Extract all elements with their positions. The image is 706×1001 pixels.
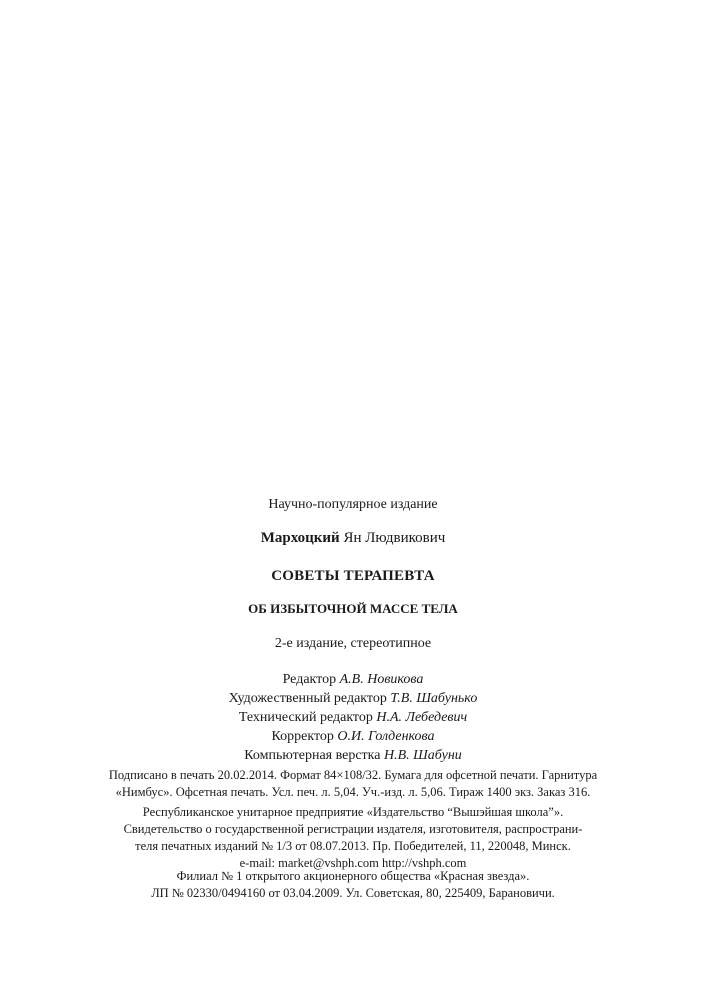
print-details-line: Подписано в печать 20.02.2014. Формат 84×108/32. Бумага для офсетной печати. Гарнитура <box>108 768 598 782</box>
publisher-line: теля печатных изданий № 1/3 от 08.07.2013. Пр. Победителей, 11, 220048, Минск. <box>135 839 571 853</box>
credit-line <box>0 727 706 746</box>
series-label: Научно-популярное издание <box>268 497 438 512</box>
credit-line <box>0 746 706 765</box>
publisher-line: Республиканское унитарное предприятие «Издательство “Вышэйшая школа”». <box>142 805 564 819</box>
credit-line <box>0 708 706 727</box>
author-surname: Мархоцкий <box>260 530 340 546</box>
credit-name: А.В. Новикова <box>339 672 424 687</box>
publisher-line: Свидетельство о государственной регистрации издателя, изготовителя, распространи- <box>123 822 583 836</box>
printer-line: Филиал № 1 открытого акционерного общества «Красная звезда». <box>176 869 530 883</box>
credit-role: Художественный редактор <box>228 691 391 706</box>
credits-list <box>0 670 706 765</box>
publisher-info <box>0 804 706 872</box>
printer-line: ЛП № 02330/0494160 от 03.04.2009. Ул. Советская, 80, 225409, Барановичи. <box>151 886 555 900</box>
print-details-line: «Нимбус». Офсетная печать. Усл. печ. л. 5,04. Уч.-изд. л. 5,06. Тираж 1400 экз. Заказ 316. <box>115 785 591 799</box>
author-given-name: Ян Людвикович <box>339 530 446 546</box>
book-subtitle: ОБ ИЗБЫТОЧНОЙ МАССЕ ТЕЛА <box>248 601 458 616</box>
credit-role: Технический редактор <box>238 710 377 725</box>
credit-name: Т.В. Шабунько <box>390 691 478 706</box>
credit-role: Корректор <box>271 729 338 744</box>
credit-role: Компьютерная верстка <box>244 748 384 763</box>
author-name <box>0 530 706 547</box>
edition-note: 2-е издание, стереотипное <box>274 636 432 651</box>
credit-role: Редактор <box>282 672 340 687</box>
credit-name: О.И. Голденкова <box>337 729 435 744</box>
book-title: СОВЕТЫ ТЕРАПЕВТА <box>271 568 435 584</box>
print-details <box>0 767 706 801</box>
publisher-contact: e-mail: market@vshph.com http://vshph.com <box>239 856 467 870</box>
credit-name: Н.А. Лебедевич <box>376 710 468 725</box>
credit-line <box>0 670 706 689</box>
printer-info <box>0 868 706 902</box>
credit-name: Н.В. Шабуни <box>383 748 462 763</box>
credit-line <box>0 689 706 708</box>
